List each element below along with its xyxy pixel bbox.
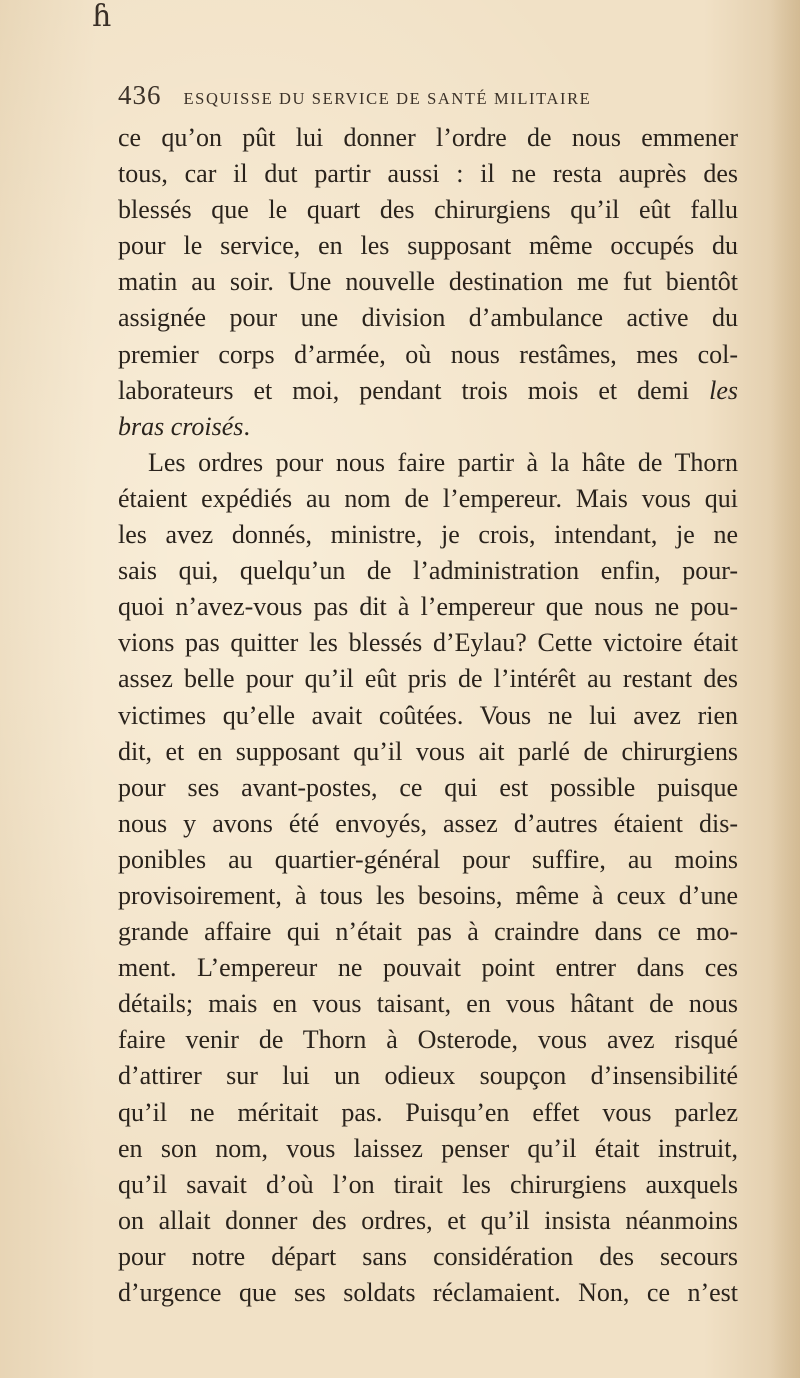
text-line — [118, 878, 738, 914]
page-number: 436 — [118, 80, 162, 110]
text-line — [118, 156, 738, 192]
text-run: vions pas quitter les blessés d’Eylau? Cette victoire était — [118, 628, 738, 658]
text-line — [118, 120, 738, 156]
text-run: pour notre départ sans considération des secours — [118, 1241, 738, 1271]
text-run: ponibles au quartier-général pour suffire, au moins — [118, 844, 738, 874]
text-run: les — [709, 375, 738, 405]
text-line — [118, 481, 738, 517]
text-run: sais qui, quelqu’un de l’administration enfin, pour- — [118, 556, 738, 586]
text-line — [118, 1203, 738, 1239]
text-run: assignée pour une division d’ambulance active du — [118, 303, 738, 333]
page-edge-shadow — [770, 0, 800, 1378]
text-run: faire venir de Thorn à Osterode, vous avez risqué — [118, 1025, 738, 1055]
text-run: les avez donnés, ministre, je crois, intendant, je ne — [118, 520, 738, 550]
text-run: Les ordres pour nous faire partir à la hâte de Thorn — [148, 447, 738, 477]
text-line — [118, 661, 738, 697]
text-line — [118, 734, 738, 770]
text-line — [118, 300, 738, 336]
text-run: pour ses avant-postes, ce qui est possible puisque — [118, 772, 738, 802]
text-line — [118, 770, 738, 806]
text-line — [118, 192, 738, 228]
text-run: qu’il savait d’où l’on tirait les chirurgiens auxquels — [118, 1169, 738, 1199]
text-run: matin au soir. Une nouvelle destination me fut bientôt — [118, 267, 738, 297]
text-run: assez belle pour qu’il eût pris de l’intérêt au restant des — [118, 664, 738, 694]
text-run: dit, et en supposant qu’il vous ait parlé de chirurgiens — [118, 736, 738, 766]
text-run: ment. L’empereur ne pouvait point entrer dans ces — [118, 953, 738, 983]
text-run: blessés que le quart des chirurgiens qu’il eût fallu — [118, 195, 738, 225]
text-line — [118, 842, 738, 878]
text-run: grande affaire qui n’était pas à craindre dans ce mo- — [118, 917, 738, 947]
text-line — [118, 264, 738, 300]
text-line — [118, 517, 738, 553]
text-line — [118, 445, 738, 481]
text-run: ce qu’on pût lui donner l’ordre de nous emmener — [118, 123, 738, 152]
text-run: qu’il ne méritait pas. Puisqu’en effet vous parlez — [118, 1097, 738, 1127]
text-line — [118, 373, 738, 409]
text-run: d’urgence que ses soldats réclamaient. Non, ce n’est — [118, 1278, 738, 1307]
running-head — [118, 80, 738, 110]
text-line — [118, 1275, 738, 1311]
corner-ink-mark: ɦ — [92, 0, 112, 34]
text-line — [118, 228, 738, 264]
text-line — [118, 337, 738, 373]
text-line — [118, 1131, 738, 1167]
running-title: ESQUISSE DU SERVICE DE SANTÉ MILITAIRE — [183, 89, 592, 108]
text-line — [118, 625, 738, 661]
text-run: d’attirer sur lui un odieux soupçon d’insensibilité — [118, 1061, 738, 1091]
text-run: pour le service, en les supposant même occupés du — [118, 231, 738, 261]
text-run: en son nom, vous laissez penser qu’il était instruit, — [118, 1133, 738, 1163]
text-run: on allait donner des ordres, et qu’il insista néanmoins — [118, 1205, 738, 1235]
text-line — [118, 950, 738, 986]
text-run: laborateurs et moi, pendant trois mois et demi — [118, 375, 710, 405]
text-run: provisoirement, à tous les besoins, même à ceux d’une — [118, 880, 738, 910]
text-line — [118, 553, 738, 589]
text-line — [118, 986, 738, 1022]
text-run: bras croisés — [118, 411, 244, 441]
text-run: nous y avons été envoyés, assez d’autres étaient dis- — [118, 808, 738, 838]
text-line — [118, 1239, 738, 1275]
text-line — [118, 1022, 738, 1058]
text-run: . — [243, 411, 250, 441]
text-line — [118, 698, 738, 734]
text-line — [118, 914, 738, 950]
text-line — [118, 1095, 738, 1131]
text-line — [118, 1167, 738, 1203]
text-line — [118, 409, 738, 445]
text-run: premier corps d’armée, où nous restâmes, mes col- — [118, 339, 738, 369]
text-run: étaient expédiés au nom de l’empereur. Mais vous qui — [118, 483, 738, 513]
text-run: tous, car il dut partir aussi : il ne resta auprès des — [118, 159, 738, 189]
text-run: victimes qu’elle avait coûtées. Vous ne lui avez rien — [118, 700, 738, 730]
text-run: quoi n’avez-vous pas dit à l’empereur que nous ne pou- — [118, 592, 738, 622]
text-run: détails; mais en vous taisant, en vous hâtant de nous — [118, 989, 738, 1019]
text-line — [118, 589, 738, 625]
text-line — [118, 1058, 738, 1094]
text-line — [118, 806, 738, 842]
body-text — [118, 120, 738, 1311]
